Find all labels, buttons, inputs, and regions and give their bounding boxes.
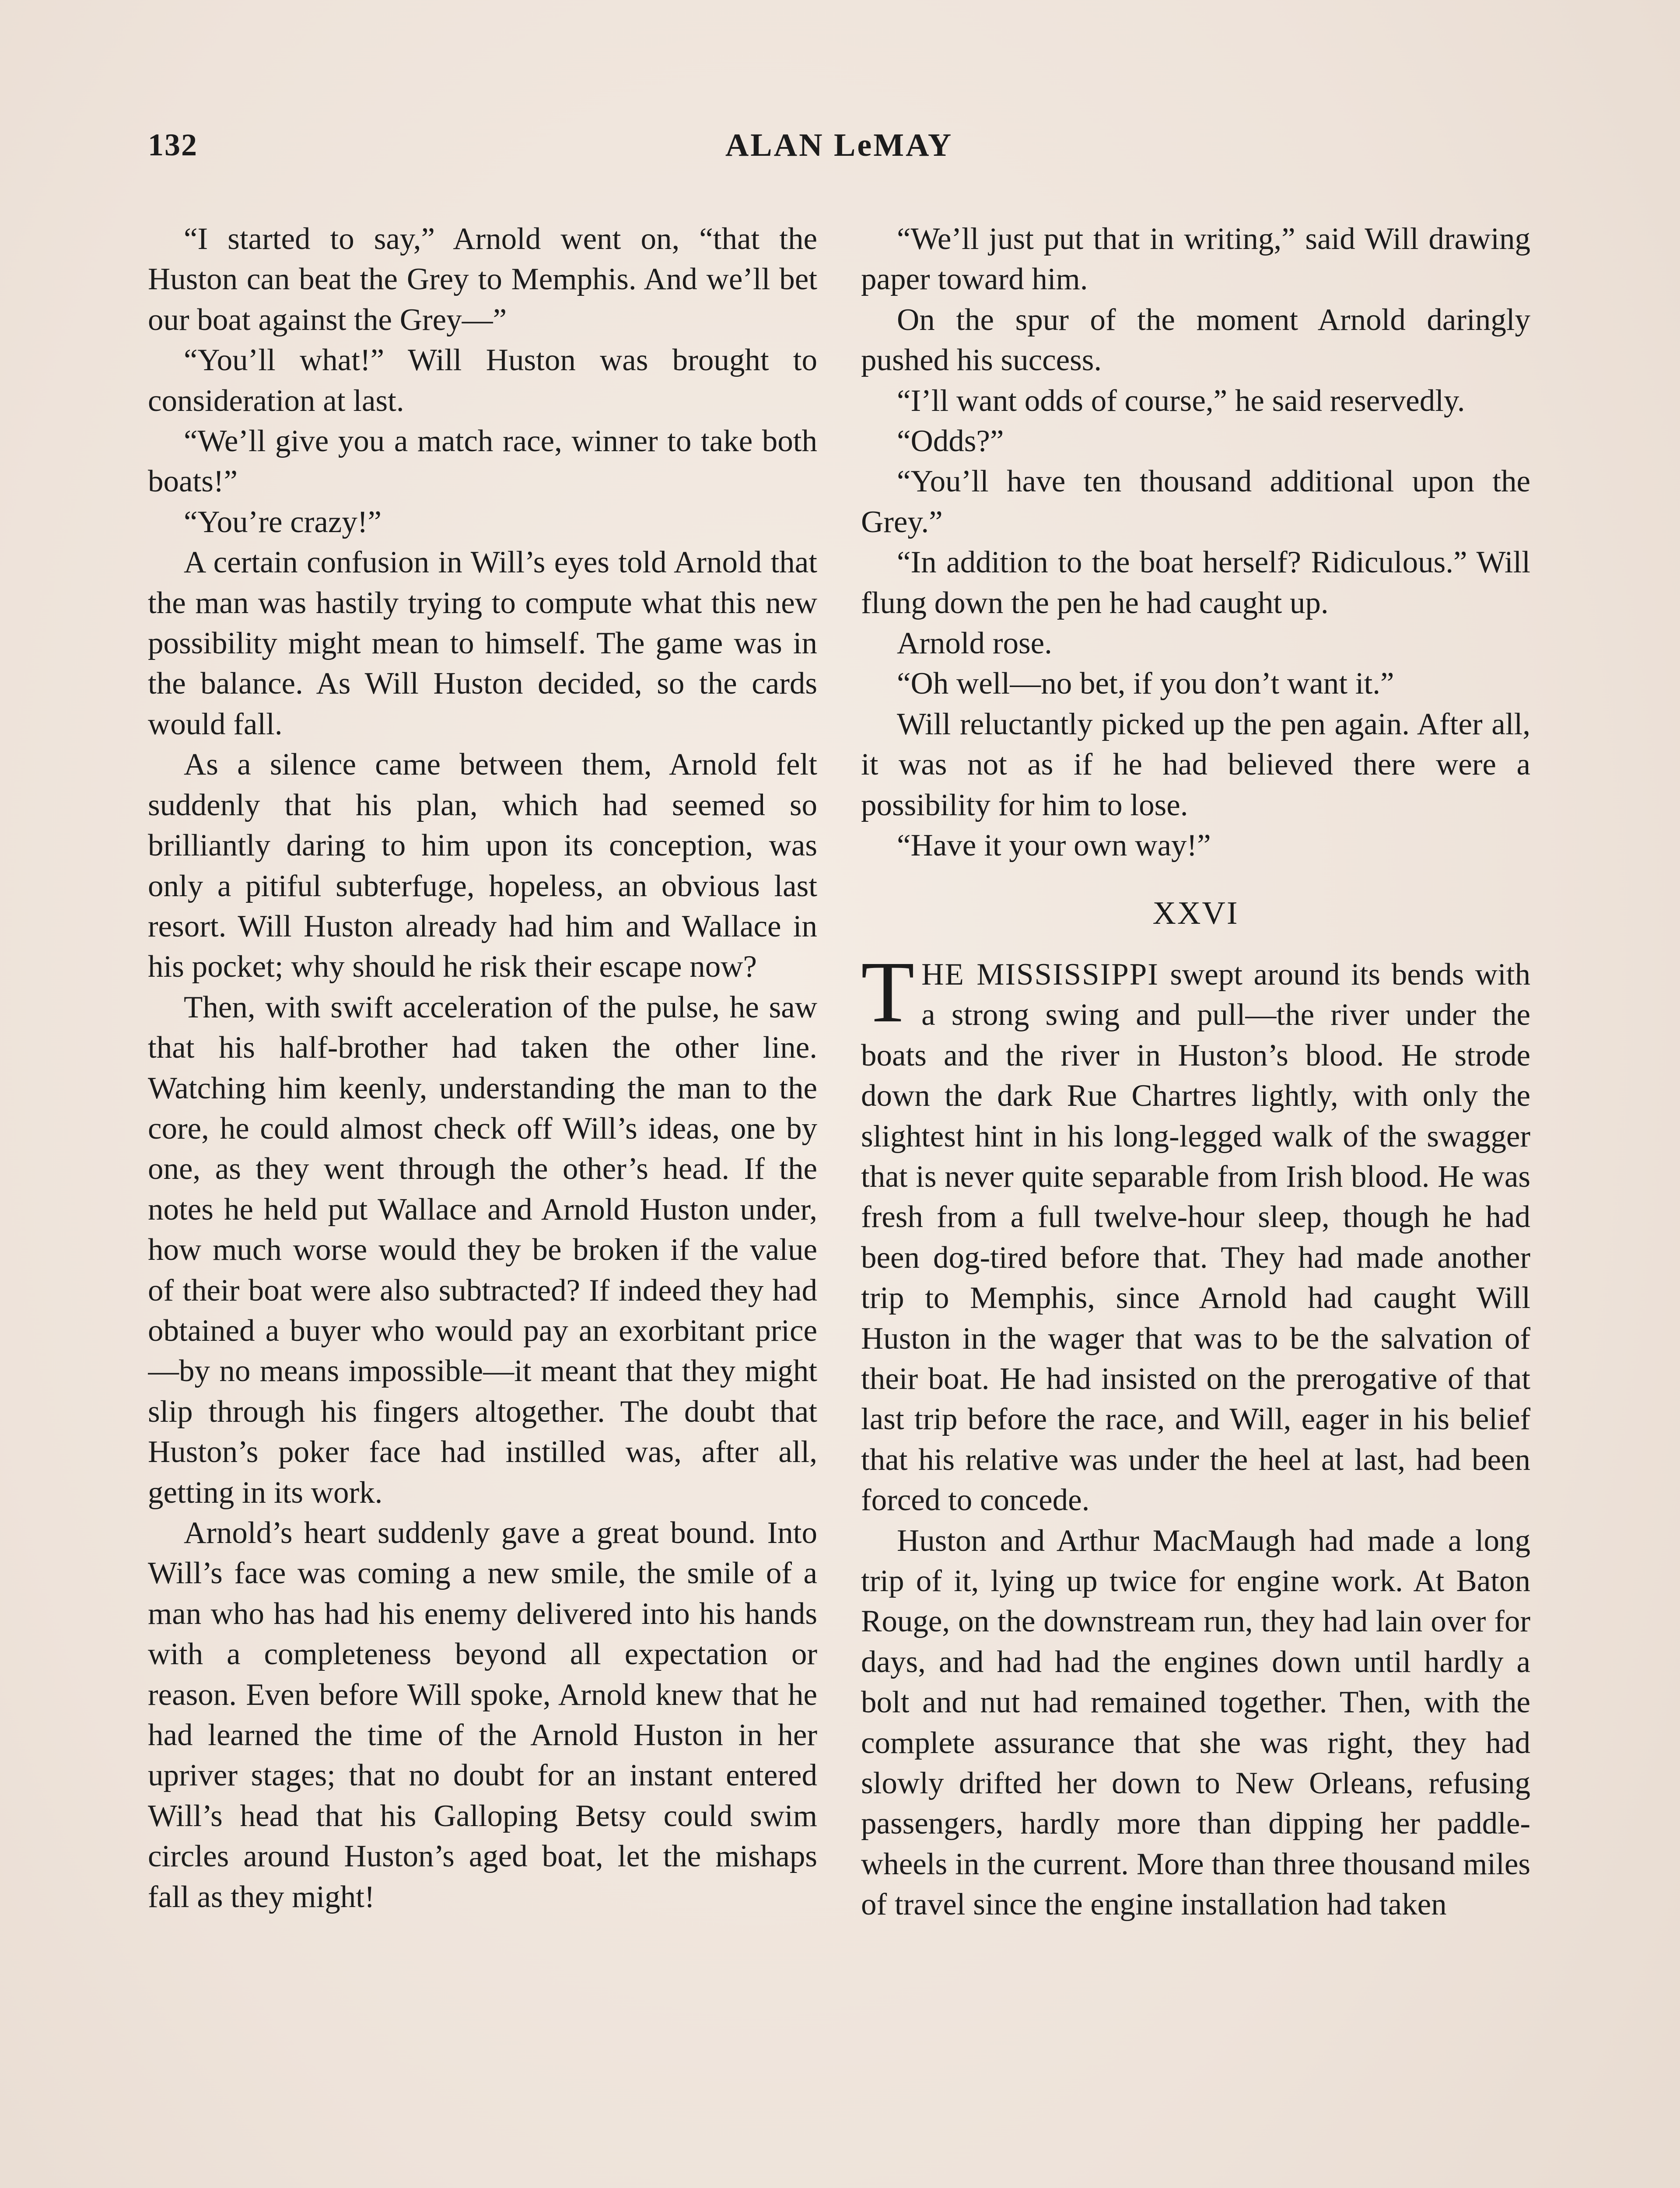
chapter-lead-words: HE MISSISSIPPI <box>921 957 1159 992</box>
chapter-heading: XXVI <box>1152 895 1239 931</box>
page-header <box>148 127 1530 171</box>
paragraph: “Odds?” <box>897 424 1004 459</box>
paragraph: A certain confusion in Will’s eyes told Arnold that the man was hastily trying to compute what this new possibility might mean to himself. The game was in the balance. As Will Huston decided, so the cards would fall. <box>148 545 817 741</box>
page-number: 132 <box>148 127 198 162</box>
running-head: ALAN LeMAY <box>725 127 953 163</box>
left-column <box>148 219 817 2188</box>
paragraph: “I’ll want odds of course,” he said reservedly. <box>897 383 1465 418</box>
paragraph: Huston and Arthur MacMaugh had made a long trip of it, lying up twice for engine work. At Baton Rouge, on the downstream run, they had lain over for days, and had had the engines down until hardly a bolt and nut had remained together. Then, with the complete assurance that she was right, they had slowly drifted her down to New Orleans, refusing passengers, hardly more than dipping her paddle-wheels in the current. More than three thousand miles of travel since the engine installation had taken <box>861 1523 1530 1922</box>
chapter-opening-paragraph <box>861 943 1530 1521</box>
paragraph: “We’ll just put that in writing,” said Will drawing paper toward him. <box>861 222 1530 297</box>
paragraph: “I started to say,” Arnold went on, “that the Huston can beat the Grey to Memphis. And we’ll bet our boat against the Grey—” <box>148 222 817 337</box>
paragraph: “Have it your own way!” <box>897 828 1211 863</box>
paragraph: “In addition to the boat herself? Ridiculous.” Will flung down the pen he had caught up. <box>861 545 1530 620</box>
paragraph: “Oh well—no bet, if you don’t want it.” <box>897 666 1394 701</box>
paragraph: “You’ll what!” Will Huston was brought to consideration at last. <box>148 343 817 418</box>
paragraph: Arnold rose. <box>897 626 1052 661</box>
paragraph: “You’ll have ten thousand additional upon the Grey.” <box>861 464 1530 539</box>
paragraph: On the spur of the moment Arnold daringly pushed his success. <box>861 302 1530 378</box>
paragraph: As a silence came between them, Arnold felt suddenly that his plan, which had seemed so brilliantly daring to him upon its conception, was only a pitiful subterfuge, hopeless, an obvious last resort. Will Huston already had him and Wallace in his pocket; why should he risk their escape now? <box>148 747 817 984</box>
paragraph: Will reluctantly picked up the pen again. After all, it was not as if he had believed there were a possibility for him to lose. <box>861 707 1530 822</box>
paragraph: “You’re crazy!” <box>184 505 382 539</box>
chapter-opening-text: swept around its bends with a strong swing and pull—the river under the boats and the river in Huston’s blood. He strode down the dark Rue Chartres lightly, with only the slightest hint in his long-legged walk of the swagger that is never quite separable from Irish blood. He was fresh from a full twelve-hour sleep, though he had been dog-tired before that. They had made another trip to Memphis, since Arnold had caught Will Huston in the wager that was to be the salvation of their boat. He had insisted on the prerogative of that last trip before the race, and Will, eager in his belief that his relative was under the heel at last, had been forced to concede. <box>861 957 1530 1518</box>
paragraph: Arnold’s heart suddenly gave a great bound. Into Will’s face was coming a new smile, the smile of a man who has had his enemy delivered into his hands with a completeness beyond all expectation or reason. Even before Will spoke, Arnold knew that he had learned the time of the Arnold Huston in her upriver stages; that no doubt for an instant entered Will’s head that his Galloping Betsy could swim circles around Huston’s aged boat, let the mishaps fall as they might! <box>148 1516 817 1914</box>
paragraph: Then, with swift acceleration of the pulse, he saw that his half-brother had taken the other line. Watching him keenly, understanding the man to the core, he could almost check off Will’s ideas, one by one, as they went through the other’s head. If the notes he held put Wallace and Arnold Huston under, how much worse would they be broken if the value of their boat were also subtracted? If indeed they had obtained a buyer who would pay an exorbitant price—by no means impossible—it meant that they might slip through his fingers altogether. The doubt that Huston’s poker face had instilled was, after all, getting in its work. <box>148 990 817 1510</box>
paragraph: “We’ll give you a match race, winner to take both boats!” <box>148 424 817 499</box>
drop-cap: T <box>861 943 915 1041</box>
right-column <box>861 219 1530 2188</box>
